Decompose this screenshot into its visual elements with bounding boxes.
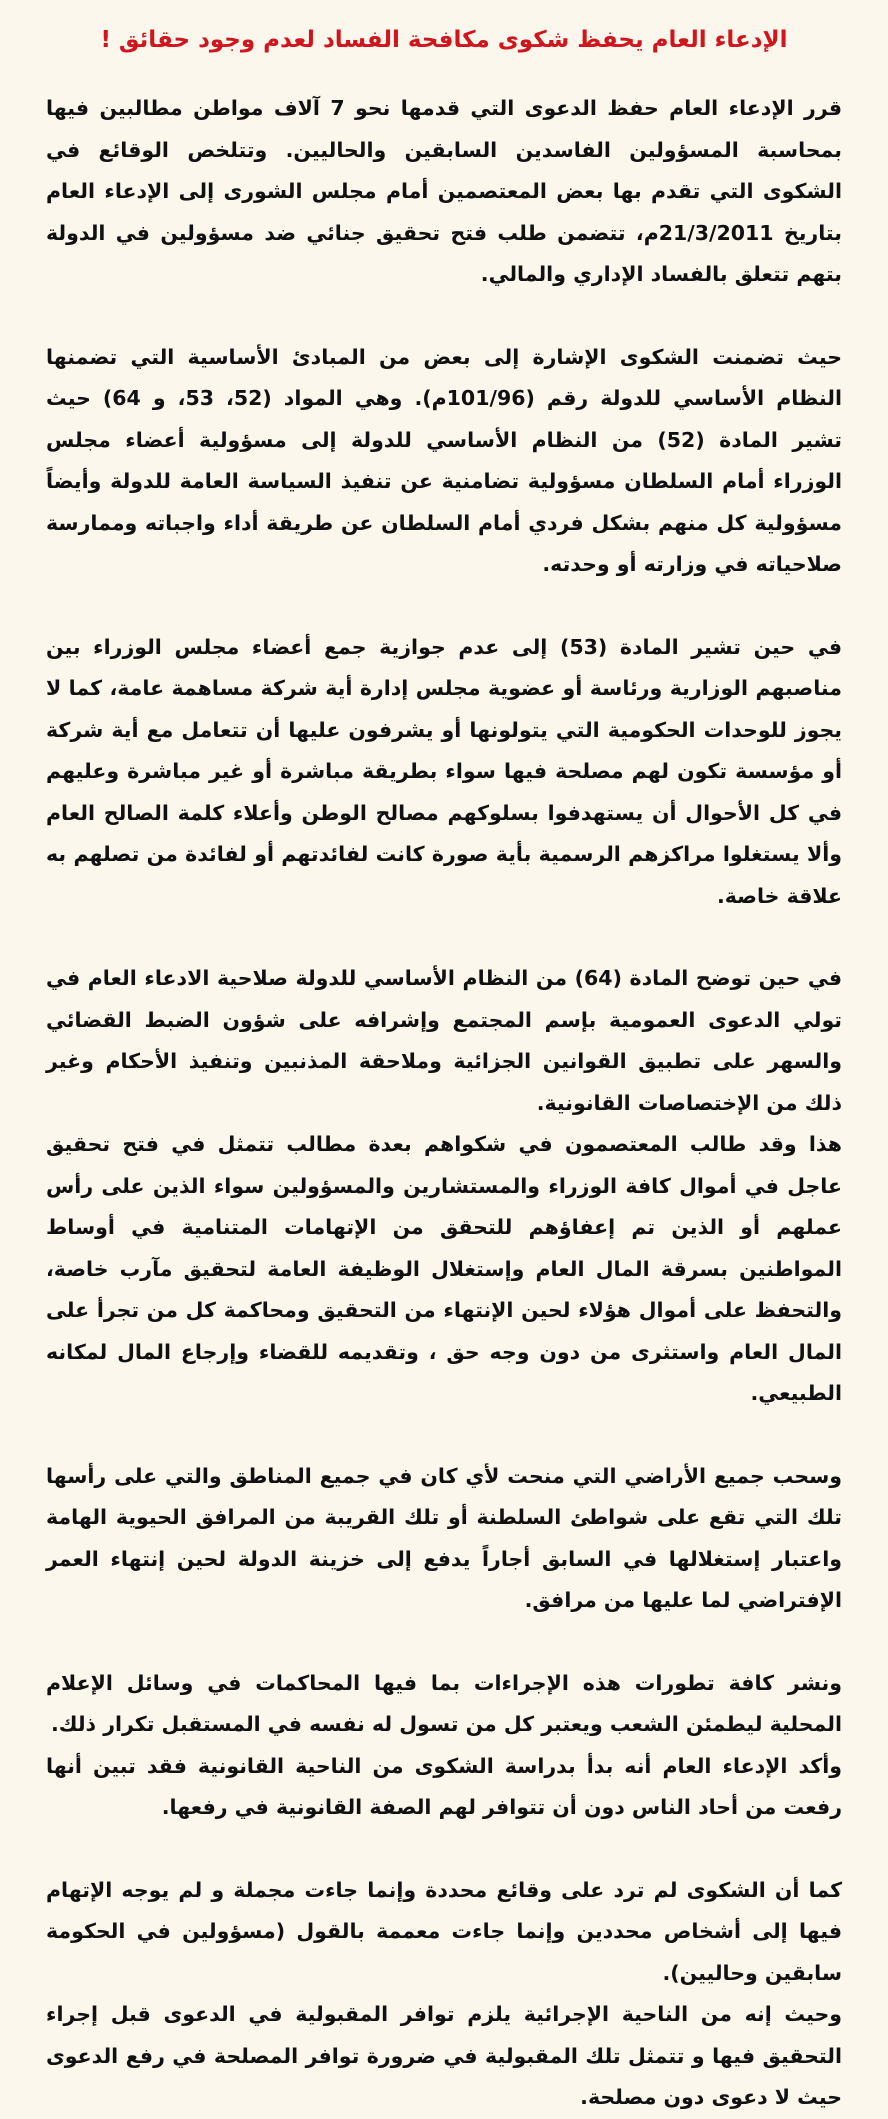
paragraph-gap <box>46 586 842 627</box>
paragraph-gap <box>46 1415 842 1456</box>
paragraph-land-withdrawal: وسحب جميع الأراضي التي منحت لأي كان في جميع المناطق والتي على رأسها تلك التي تقع على شواطئ السلطنة أو تلك القريبة من المرافق الحيوية الهامة واعتبار إستغلالها في السابق أجاراً يدفع إلى خزينة الدولة لحين إنتهاء العمر الإفتراضي لما عليها من مرافق. <box>46 1463 842 1612</box>
paragraph-media-publication: ونشر كافة تطورات هذه الإجراءات بما فيها المحاكمات في وسائل الإعلام المحلية ليطمئن الشعب ويعتبر كل من تسول له نفسه في المستقبل تكرار ذلك. <box>46 1670 842 1736</box>
article-body <box>46 88 842 2119</box>
paragraph-gap <box>46 1622 842 1663</box>
paragraph-prosecution-statement: وأكد الإدعاء العام أنه بدأ بدراسة الشكوى من الناحية القانونية فقد تبين أنها رفعت من أحاد الناس دون أن تتوافر لهم الصفة القانونية في رفعها. <box>46 1753 842 1819</box>
paragraph-complaint-summary: قرر الإدعاء العام حفظ الدعوى التي قدمها نحو 7 آلاف مواطن مطالبين فيها بمحاسبة المسؤولين الفاسدين السابقين والحاليين. وتتلخص الوقائع في الشكوى التي تقدم بها بعض المعتصمين أمام مجلس الشورى إلى الإدعاء العام بتاريخ 21/3/2011م، تتضمن طلب فتح تحقيق جنائي ضد مسؤولين في الدولة بتهم تتعلق بالفساد الإداري والمالي. <box>46 96 842 286</box>
paragraph-procedural-admissibility: وحيث إنه من الناحية الإجرائية يلزم توافر المقبولية في الدعوى قبل إجراء التحقيق فيها و تتمثل تلك المقبولية في ضرورة توافر المصلحة في رفع الدعوى حيث لا دعوى دون مصلحة. <box>46 2002 842 2109</box>
paragraph-gap <box>46 1829 842 1870</box>
paragraph-article-64: في حين توضح المادة (64) من النظام الأساسي للدولة صلاحية الادعاء العام في تولي الدعوى العمومية بإسم المجتمع وإشرافه على شؤون الضبط القضائي والسهر على تطبيق القوانين الجزائية وملاحقة المذنبين وتنفيذ الأحكام وغير ذلك من الإختصاصات القانونية. <box>46 966 842 1115</box>
article-headline: الإدعاء العام يحفظ شكوى مكافحة الفساد لعدم وجود حقائق ! <box>100 27 788 53</box>
paragraph-gap <box>46 917 842 958</box>
paragraph-gap <box>46 296 842 337</box>
paragraph-demands: هذا وقد طالب المعتصمون في شكواهم بعدة مطالب تتمثل في فتح تحقيق عاجل في أموال كافة الوزراء والمستشارين والمسؤولين سواء الذين على رأس عملهم أو الذين تم إعفاؤهم للتحقق من الإتهامات المتنامية في أوساط المواطنين بسرقة المال العام وإستغلال الوظيفة العامة لتحقيق مآرب خاصة، والتحفظ على أموال هؤلاء لحين الإنتهاء من التحقيق ومحاكمة كل من تجرأ على المال العام واستثرى من دون وجه حق ، وتقديمه للقضاء وإرجاع المال لمكانه الطبيعي. <box>46 1132 842 1405</box>
paragraph-article-53: في حين تشير المادة (53) إلى عدم جوازية جمع أعضاء مجلس الوزراء بين مناصبهم الوزارية ورئاسة أو عضوية مجلس إدارة أية شركة مساهمة عامة، كما لا يجوز للوحدات الحكومية التي يتولونها أو يشرفون عليها أن تتعامل مع أية شركة أو مؤسسة تكون لهم مصلحة فيها سواء بطريقة مباشرة أو غير مباشرة وعليهم في كل الأحوال أن يستهدفوا بسلوكهم مصالح الوطن وأعلاء كلمة الصالح العام وألا يستغلوا مراكزهم الرسمية بأية صورة كانت لفائدتهم أو لفائدة من تصلهم به علاقة خاصة. <box>46 634 842 908</box>
paragraph-basic-law-articles: حيث تضمنت الشكوى الإشارة إلى بعض من المبادئ الأساسية التي تضمنها النظام الأساسي للدولة رقم (101/96م). وهي المواد (52، 53، و 64) حيث تشير المادة (52) من النظام الأساسي للدولة إلى مسؤولية أعضاء مجلس الوزراء أمام السلطان مسؤولية تضامنية عن تنفيذ السياسة العامة للدولة وأيضاً مسؤولية كل منهم بشكل فردي أمام السلطان عن طريقة أداء واجباته وممارسة صلاحياته في وزارته أو وحدته. <box>46 344 842 576</box>
paragraph-unspecified-facts: كما أن الشكوى لم ترد على وقائع محددة وإنما جاءت مجملة و لم يوجه الإتهام فيها إلى أشخاص محددين وإنما جاءت معممة بالقول (مسؤولين في الحكومة سابقين وحاليين). <box>46 1877 842 1985</box>
